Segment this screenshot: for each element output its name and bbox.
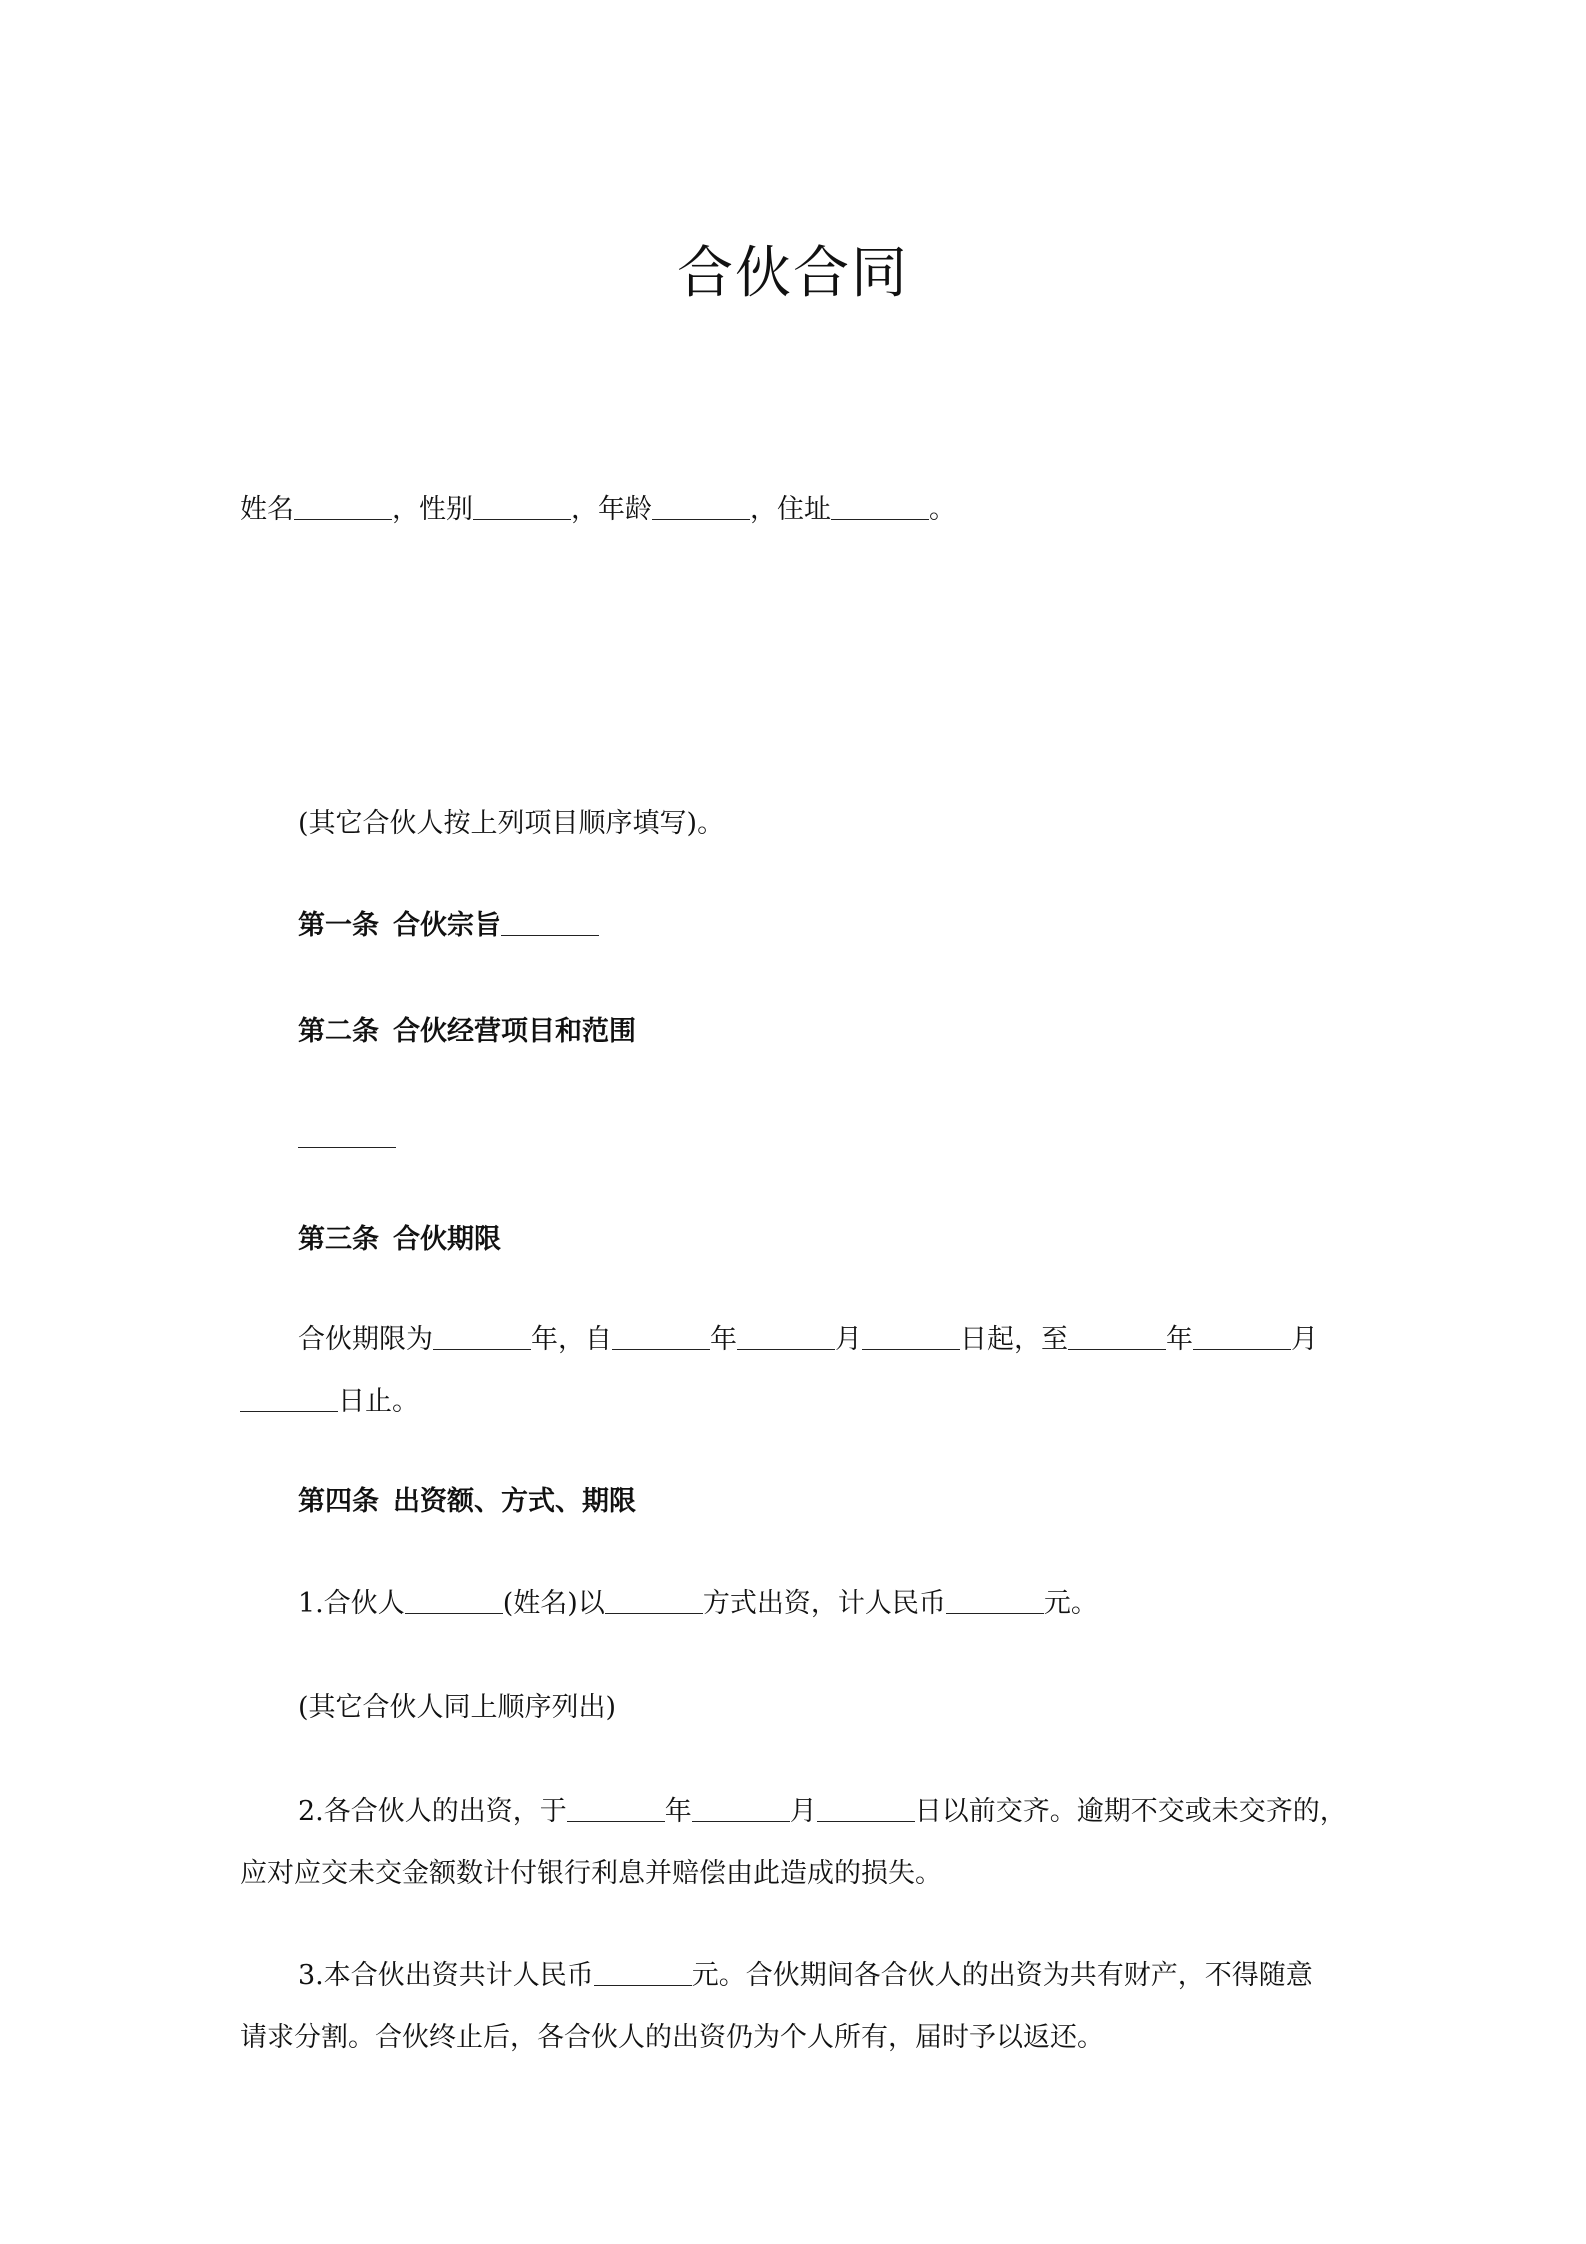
end-month-blank — [1193, 1323, 1291, 1350]
article-2-blank — [298, 1121, 396, 1148]
start-day-label: 日起，至 — [960, 1324, 1068, 1355]
article-4-item-1 — [298, 1584, 1098, 1624]
article-4-item-3-line1 — [298, 1956, 1313, 1996]
item-2-day-blank — [817, 1795, 915, 1822]
article-4-item-3-line2: 请求分割。合伙终止后，各合伙人的出资仍为个人所有，届时予以返还。 — [240, 2022, 1104, 2053]
article-4-note: (其它合伙人同上顺序列出) — [298, 1692, 617, 1723]
start-year-label: 年 — [710, 1324, 737, 1355]
item-1-amount-blank — [946, 1587, 1044, 1614]
term-from-label: 年，自 — [531, 1324, 612, 1355]
others-note: (其它合伙人按上列项目顺序填写)。 — [298, 808, 725, 839]
item-1-amount-label: 方式出资，计人民币 — [702, 1588, 946, 1619]
article-3-heading — [298, 1220, 501, 1260]
item-1-method-blank — [605, 1587, 703, 1614]
article-2-number: 第二条 — [298, 1016, 379, 1047]
end-month-label: 月 — [1291, 1324, 1318, 1355]
article-2-heading — [298, 1012, 636, 1052]
article-4-item-2-line1 — [298, 1792, 1347, 1832]
end-year-label: 年 — [1166, 1324, 1193, 1355]
article-3-text-line1 — [298, 1320, 1318, 1360]
article-4-number: 第四条 — [298, 1486, 379, 1517]
end-day-label: 日止。 — [338, 1386, 419, 1417]
gender-label: ，性别 — [392, 494, 473, 525]
item-1-method-label: (姓名)以 — [502, 1588, 605, 1619]
end-day-blank — [240, 1385, 338, 1412]
article-2-blank-line — [298, 1118, 396, 1158]
item-2-month-blank — [692, 1795, 790, 1822]
start-month-blank — [737, 1323, 835, 1350]
name-blank — [294, 493, 392, 520]
item-2-year-label: 年 — [664, 1796, 692, 1827]
start-day-blank — [862, 1323, 960, 1350]
item-2-deadline-text: 日以前交齐。逾期不交或未交齐的， — [914, 1796, 1347, 1827]
item-2-intro: 2.各合伙人的出资，于 — [298, 1796, 567, 1827]
gender-blank — [473, 493, 571, 520]
start-month-label: 月 — [835, 1324, 862, 1355]
document-title: 合伙合同 — [677, 241, 909, 306]
article-1-number: 第一条 — [298, 910, 379, 941]
article-4-title: 出资额、方式、期限 — [393, 1486, 636, 1517]
article-3-number: 第三条 — [298, 1224, 379, 1255]
article-1-title: 合伙宗旨 — [393, 910, 501, 941]
start-year-blank — [612, 1323, 710, 1350]
article-1-heading — [298, 906, 599, 946]
item-1-name-blank — [405, 1587, 503, 1614]
article-3-text-line2 — [240, 1382, 419, 1422]
party-info-end: 。 — [929, 494, 956, 525]
term-label: 合伙期限为 — [298, 1324, 433, 1355]
item-2-month-label: 月 — [789, 1796, 817, 1827]
item-1-partner-label: 1.合伙人 — [298, 1588, 405, 1619]
term-years-blank — [433, 1323, 531, 1350]
article-4-heading — [298, 1482, 636, 1522]
article-2-title: 合伙经营项目和范围 — [393, 1016, 636, 1047]
item-3-amount-blank — [594, 1959, 692, 1986]
item-3-intro: 3.本合伙出资共计人民币 — [298, 1960, 594, 1991]
party-info-line — [240, 490, 956, 530]
age-blank — [652, 493, 750, 520]
article-3-title: 合伙期限 — [393, 1224, 501, 1255]
article-4-item-2-line2: 应对应交未交金额数计付银行利息并赔偿由此造成的损失。 — [240, 1858, 942, 1889]
address-blank — [831, 493, 929, 520]
item-2-year-blank — [567, 1795, 665, 1822]
article-1-blank — [501, 909, 599, 936]
age-label: ，年龄 — [571, 494, 652, 525]
address-label: ，住址 — [750, 494, 831, 525]
end-year-blank — [1068, 1323, 1166, 1350]
name-label: 姓名 — [240, 494, 294, 525]
item-1-unit: 元。 — [1043, 1588, 1098, 1619]
item-3-text: 元。合伙期间各合伙人的出资为共有财产，不得随意 — [691, 1960, 1313, 1991]
